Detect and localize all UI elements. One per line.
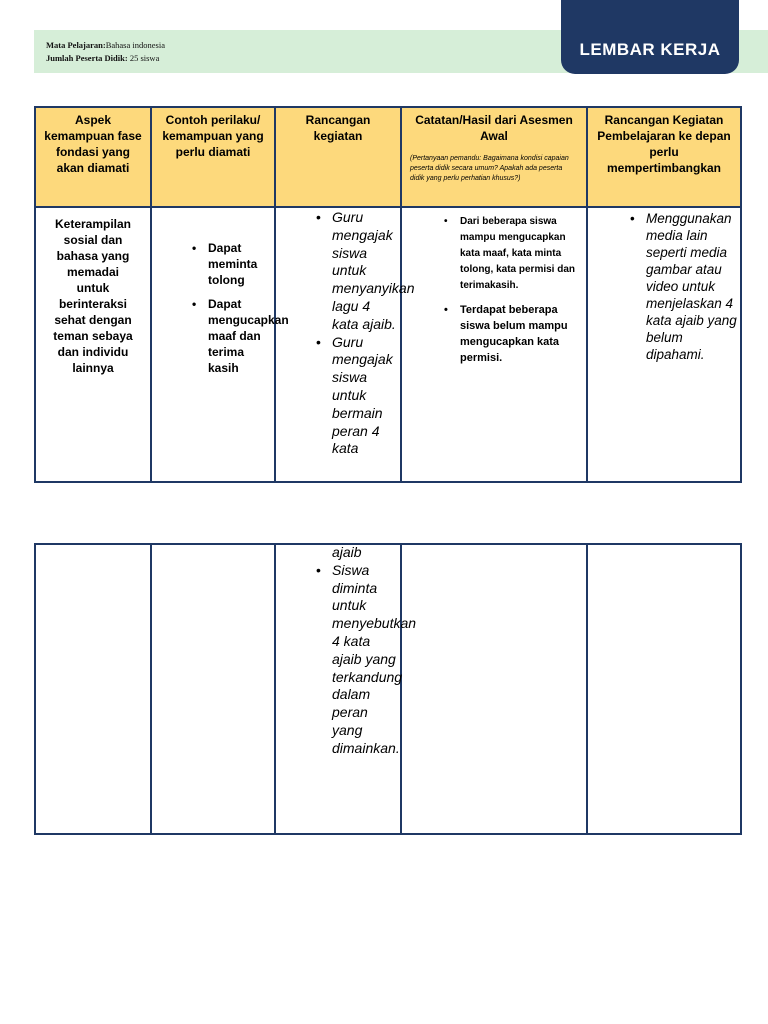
rancangan-item: • Guru mengajak siswa untuk menyanyikan lagu 4 kata ajaib. xyxy=(332,209,400,334)
worksheet-title: LEMBAR KERJA xyxy=(561,0,739,74)
participants-value: 25 siswa xyxy=(127,53,160,63)
column-header-kegiatan: Rancangan Kegiatan Pembelajaran ke depan perlu mempertimbangkan xyxy=(587,107,741,207)
rancangan-item: • Guru mengajak siswa untuk bermain peran 4 kata xyxy=(332,334,400,459)
catatan-cell xyxy=(401,207,587,482)
aspek-text: Keterampilan sosial dan bahasa yang memadai untuk berinteraksi sehat dengan teman sebaya dan individu lainnya xyxy=(53,217,133,375)
aspek-cell-continued xyxy=(35,544,151,834)
participants-line xyxy=(46,53,159,63)
worksheet-table-page-1 xyxy=(34,106,742,483)
participants-label: Jumlah Peserta Didik: xyxy=(46,53,128,63)
catatan-item: • Terdapat beberapa siswa belum mampu mengucapkan kata permisi. xyxy=(460,302,586,366)
contoh-cell xyxy=(151,207,289,482)
worksheet-table-page-2 xyxy=(34,543,742,835)
contoh-item: • Dapat meminta tolong xyxy=(208,240,270,288)
kegiatan-cell xyxy=(587,207,741,482)
kegiatan-cell-continued xyxy=(587,544,741,834)
column-header-contoh: Contoh perilaku/ kemampuan yang perlu diamati xyxy=(151,107,275,207)
column-header-catatan-title: Catatan/Hasil dari Asesmen Awal xyxy=(415,113,573,143)
rancangan-cell xyxy=(275,207,415,482)
catatan-item: • Dari beberapa siswa mampu mengucapkan kata maaf, kata minta tolong, kata permisi dan terimakasih. xyxy=(460,214,586,294)
contoh-cell-continued xyxy=(151,544,275,834)
subject-line xyxy=(46,40,165,50)
catatan-cell-continued xyxy=(401,544,587,834)
column-header-aspek: Aspek kemampuan fase fondasi yang akan diamati xyxy=(35,107,151,207)
subject-value: Bahasa indonesia xyxy=(105,40,165,50)
rancangan-item: • Siswa diminta untuk menyebutkan 4 kata ajaib yang terkandung dalam peran yang dimainkan. xyxy=(332,562,400,758)
table-row xyxy=(35,544,741,834)
table-header-row xyxy=(35,107,741,207)
rancangan-continuation: ajaib xyxy=(332,544,362,560)
column-header-catatan-note: (Pertanyaan pemandu: Bagaimana kondisi capaian peserta didik secara umum? Apakah ada peserta didik yang perlu perhatian khusus?) xyxy=(410,155,569,182)
column-header-rancangan: Rancangan kegiatan xyxy=(275,107,401,207)
contoh-item: • Dapat mengucapkan maaf dan terima kasih xyxy=(208,296,270,376)
column-header-catatan xyxy=(401,107,587,207)
aspek-cell xyxy=(35,207,151,482)
kegiatan-item: • Menggunakan media lain seperti media gambar atau video untuk menjelaskan 4 kata ajaib yang belum dipahami. xyxy=(646,210,738,363)
subject-label: Mata Pelajaran: xyxy=(46,40,106,50)
table-row xyxy=(35,207,741,482)
rancangan-cell-continued xyxy=(275,544,417,834)
